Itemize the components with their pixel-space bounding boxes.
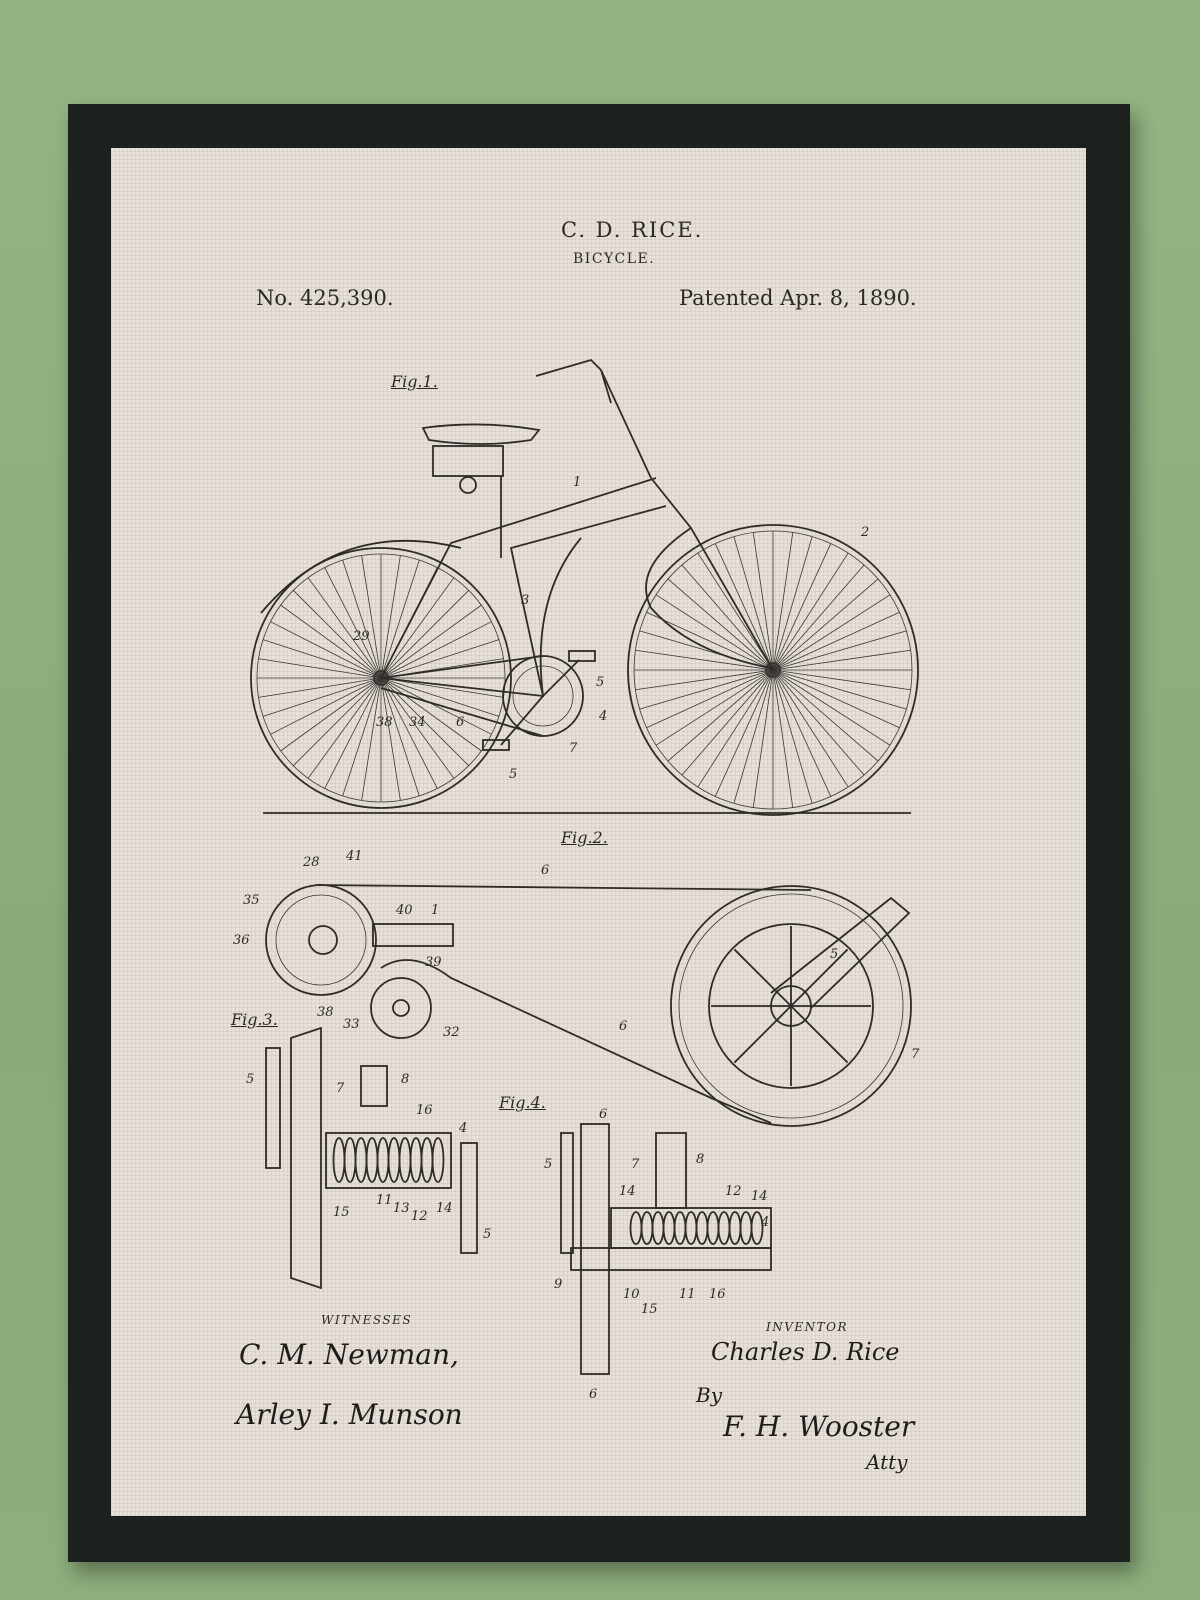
svg-text:34: 34	[409, 715, 426, 730]
coil-loop	[356, 1138, 367, 1182]
spoke	[381, 578, 454, 678]
spoke	[343, 678, 381, 796]
svg-text:14: 14	[436, 1201, 453, 1216]
by-label: By	[696, 1383, 722, 1407]
picture-frame	[68, 104, 1130, 1562]
patent-print	[111, 148, 1086, 1516]
spoke	[734, 1006, 791, 1063]
svg-text:7: 7	[336, 1081, 345, 1096]
svg-text:1: 1	[431, 903, 440, 918]
attorney-signature: F. H. Wooster	[723, 1410, 915, 1443]
svg-text:5: 5	[246, 1072, 255, 1087]
spoke	[263, 678, 381, 716]
svg-text:5: 5	[596, 675, 605, 690]
bicycle-drawing	[251, 360, 918, 815]
svg-text:4: 4	[599, 709, 608, 724]
attorney-label: Atty	[866, 1450, 908, 1474]
patent-drawings	[111, 148, 1086, 1516]
spoke	[773, 670, 906, 709]
svg-text:29: 29	[353, 629, 370, 644]
spoke	[773, 670, 878, 761]
svg-text:7: 7	[911, 1047, 920, 1062]
coil-loop	[719, 1212, 730, 1244]
spoke	[773, 650, 911, 670]
spoke	[791, 1006, 848, 1063]
inventor-name-heading: C. D. RICE.	[561, 218, 704, 242]
coil-loop	[631, 1212, 642, 1244]
svg-text:5: 5	[483, 1227, 492, 1242]
spoke	[343, 560, 381, 678]
figure-2-label: Fig.2.	[561, 828, 608, 847]
coil-loop	[411, 1138, 422, 1182]
svg-text:12: 12	[725, 1184, 742, 1199]
inventor-label: INVENTOR	[766, 1320, 849, 1334]
spoke	[308, 678, 381, 778]
spoke	[293, 678, 381, 766]
spoke	[381, 678, 419, 796]
coil-loop	[367, 1138, 378, 1182]
witness-signature-1: C. M. Newman,	[239, 1338, 459, 1371]
coil-loop	[730, 1212, 741, 1244]
spoke	[682, 565, 773, 670]
spoke	[640, 670, 773, 709]
svg-text:16: 16	[709, 1287, 726, 1302]
svg-text:28: 28	[303, 855, 320, 870]
spoke	[308, 578, 381, 678]
svg-text:9: 9	[554, 1277, 563, 1292]
svg-text:41: 41	[346, 849, 363, 864]
coil-loop	[653, 1212, 664, 1244]
svg-text:7: 7	[569, 741, 578, 756]
spoke	[682, 670, 773, 775]
svg-text:38: 38	[317, 1005, 334, 1020]
coil-loop	[642, 1212, 653, 1244]
svg-text:7: 7	[631, 1157, 640, 1172]
figure-3-label: Fig.3.	[231, 1010, 278, 1029]
crank-assembly-drawing	[246, 1028, 491, 1288]
spoke	[773, 670, 864, 775]
svg-text:5: 5	[544, 1157, 553, 1172]
spoke	[773, 670, 911, 690]
svg-text:32: 32	[443, 1025, 460, 1040]
coil-loop	[378, 1138, 389, 1182]
svg-text:6: 6	[456, 715, 465, 730]
spoke	[381, 560, 419, 678]
coil-loop	[400, 1138, 411, 1182]
svg-text:8: 8	[696, 1152, 705, 1167]
svg-text:1: 1	[573, 475, 582, 490]
svg-text:33: 33	[343, 1017, 360, 1032]
spoke	[263, 640, 381, 678]
spoke	[734, 949, 791, 1006]
svg-text:15: 15	[333, 1205, 350, 1220]
spoke	[734, 537, 773, 670]
spoke	[773, 532, 793, 670]
svg-text:36: 36	[233, 933, 250, 948]
coil-loop	[345, 1138, 356, 1182]
spoke	[734, 670, 773, 803]
svg-text:14: 14	[751, 1189, 768, 1204]
spoke	[773, 537, 812, 670]
spoke	[668, 579, 773, 670]
svg-text:13: 13	[393, 1201, 410, 1216]
svg-text:10: 10	[623, 1287, 640, 1302]
spoke	[635, 650, 773, 670]
coil-loop	[708, 1212, 719, 1244]
spoke	[753, 532, 773, 670]
coil-loop	[334, 1138, 345, 1182]
svg-text:38: 38	[376, 715, 393, 730]
coil-loop	[664, 1212, 675, 1244]
patent-title: BICYCLE.	[573, 251, 656, 267]
spoke	[753, 670, 773, 808]
coil-loop	[422, 1138, 433, 1182]
svg-text:14: 14	[619, 1184, 636, 1199]
figure-4-label: Fig.4.	[499, 1093, 546, 1112]
coil-loop	[686, 1212, 697, 1244]
spoke	[791, 949, 848, 1006]
svg-text:6: 6	[599, 1107, 608, 1122]
spoke	[281, 678, 381, 751]
coil-loop	[697, 1212, 708, 1244]
spoke	[773, 670, 793, 808]
svg-text:39: 39	[425, 955, 442, 970]
svg-text:6: 6	[619, 1019, 628, 1034]
svg-text:5: 5	[509, 767, 518, 782]
svg-text:4: 4	[761, 1215, 770, 1230]
svg-text:6: 6	[541, 863, 550, 878]
patent-number: No. 425,390.	[256, 286, 394, 310]
coil-loop	[389, 1138, 400, 1182]
svg-text:4: 4	[459, 1121, 468, 1136]
svg-text:16: 16	[416, 1103, 433, 1118]
spoke	[381, 590, 469, 678]
svg-text:11: 11	[376, 1193, 393, 1208]
svg-text:11: 11	[679, 1287, 696, 1302]
spoke	[773, 670, 812, 803]
patent-date: Patented Apr. 8, 1890.	[679, 286, 917, 310]
spoke	[773, 565, 864, 670]
svg-text:15: 15	[641, 1302, 658, 1317]
svg-text:2: 2	[861, 525, 870, 540]
figure-1-label: Fig.1.	[391, 372, 438, 391]
spoke	[773, 579, 878, 670]
svg-text:8: 8	[401, 1072, 410, 1087]
svg-text:6: 6	[589, 1387, 598, 1402]
witness-signature-2: Arley I. Munson	[236, 1398, 463, 1431]
svg-text:35: 35	[243, 893, 260, 908]
witnesses-label: WITNESSES	[321, 1313, 413, 1327]
svg-text:5: 5	[830, 947, 839, 962]
svg-text:40: 40	[396, 903, 413, 918]
spoke	[668, 670, 773, 761]
inventor-signature: Charles D. Rice	[711, 1338, 900, 1366]
spoke	[773, 631, 906, 670]
coil-loop	[433, 1138, 444, 1182]
svg-text:3: 3	[521, 593, 530, 608]
coil-loop	[675, 1212, 686, 1244]
coil-loop	[741, 1212, 752, 1244]
spoke	[635, 670, 773, 690]
svg-text:12: 12	[411, 1209, 428, 1224]
spoke	[381, 678, 481, 751]
